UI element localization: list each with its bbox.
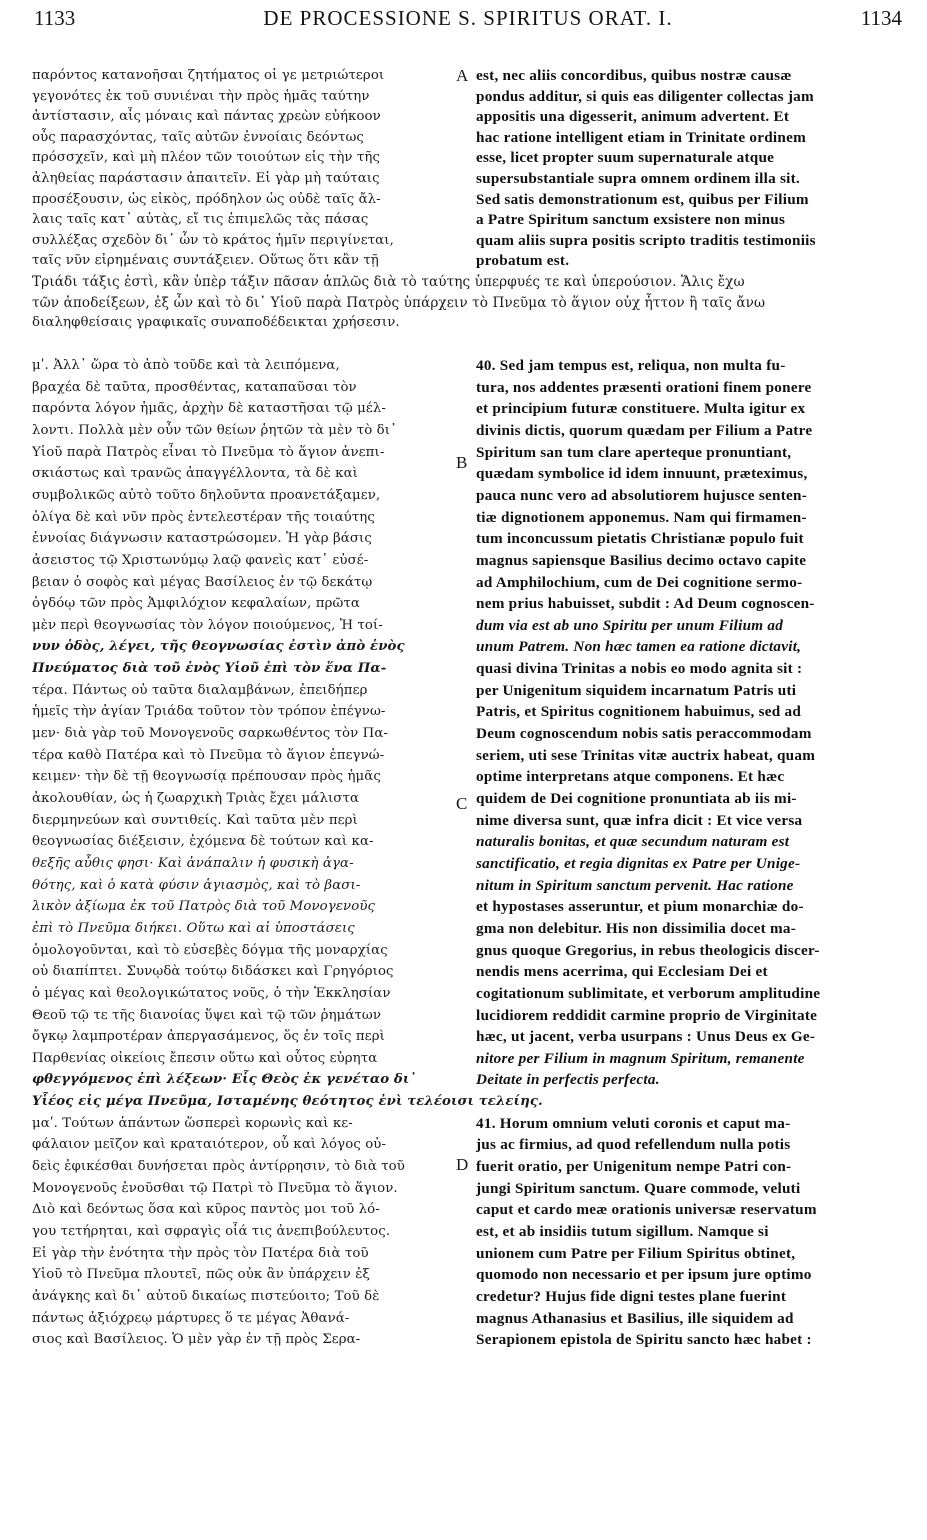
greek-text-line: νυν ὁδὸς, λέγει, τῆς θεογνωσίας ἐστὶν ἀπὸ ἑνὸς [32, 639, 405, 655]
latin-text-line: nem prius habuisset, subdit : Ad Deum cognoscen- [476, 595, 815, 613]
greek-text-line: γεγονότες ἐκ τοῦ συνιέναι τὴν πρὸς ἡμᾶς ταύτην [32, 88, 370, 104]
greek-text-line: λοντι. Πολλὰ μὲν οὖν τῶν θείων ῥητῶν τὰ μὲν τὸ δι᾽ [32, 422, 397, 438]
latin-text-line: Patris, et Spiritus cognitionem habuimus, sed ad [476, 703, 802, 721]
greek-text-line: μʹ. Ἀλλ᾽ ὥρα τὸ ἀπὸ τοῦδε καὶ τὰ λειπόμενα, [32, 358, 340, 373]
greek-text-line: διαληφθείσαις γραφικαῖς συναποδέδεικται χρήσεσιν. [32, 315, 400, 331]
greek-text-line: θεογνωσίας διέξεισιν, ἑχόμενα δὲ τούτων καὶ κα- [32, 834, 374, 850]
latin-text-line: quidem de Dei cognitione pronuntiata ab iis mi- [476, 790, 797, 807]
greek-text-line: Πνεύματος διὰ τοῦ ἑνὸς Υἱοῦ ἐπὶ τὸν ἕνα Πα- [32, 661, 387, 677]
latin-text-line: nitore per Filium in magnum Spiritum, remanente [476, 1049, 805, 1067]
greek-text-line: ἀκολουθίαν, ὡς ἡ ζωαρχικὴ Τριὰς ἔχει μάλιστα [32, 791, 360, 806]
latin-text-line: pondus additur, si quis eas diligenter collectas jam [476, 87, 814, 105]
greek-text-line: διερμηνεύων καὶ συντιθείς. Καὶ ταῦτα μὲν περὶ [32, 812, 358, 828]
greek-text-line: ὀλίγα δὲ καὶ νῦν πρὸς ἐντελεστέραν τῆς τοιαύτης [32, 509, 375, 525]
greek-text-line: λικὸν ἀξίωμα ἐκ τοῦ Πατρὸς διὰ τοῦ Μονογενοῦς [32, 899, 376, 915]
greek-text-line: Υἷέος εἰς μέγα Πνεῦμα, Ισταμένης θεότητος ἐνὶ τελέοισι τελείης. [32, 1094, 543, 1110]
latin-text-line: sanctificatio, et regia dignitas ex Patre per Unige- [476, 854, 801, 872]
running-title: DE PROCESSIONE S. SPIRITUS ORAT. I. [263, 6, 673, 30]
greek-text-line: ἀληθείας παράστασιν ἀπαιτεῖν. Εἰ γὰρ μὴ ταύταις [32, 171, 380, 186]
running-header [34, 6, 902, 36]
greek-text-line: ὁ μέγας καὶ θεολογικώτατος νοῦς, ὁ τὴν Ἐκκλησίαν [32, 985, 391, 1001]
latin-text-line: divinis dictis, quorum quædam per Filium a Patre [476, 421, 813, 439]
greek-text-line: συλλέξας σχεδὸν δι᾽ ὧν τὸ κράτος ἡμῖν περιγίνεται, [32, 232, 394, 248]
margin-marker-a: A [456, 66, 469, 85]
greek-text-line: παρόντα λόγον ἡμᾶς, ἀρχὴν δὲ καταστῆσαι τῷ μέλ- [32, 401, 386, 417]
latin-text-line: Deitate in perfectis perfecta. [476, 1071, 660, 1089]
latin-text-line: per Unigenitum siquidem incarnatum Patris uti [476, 681, 797, 699]
latin-text-line: ad Amphilochium, cum de Dei cognitione sermo- [476, 573, 803, 591]
greek-text-line: ἐννοίας διάγνωσιν καταστρώσομεν. Ἡ γὰρ βάσις [32, 531, 372, 547]
greek-text-line: ὁμολογοῦνται, καὶ τὸ εὐσεβὲς δόγμα τῆς μοναρχίας [32, 942, 388, 958]
latin-text-line: nitum in Spiritum sanctum pervenit. Hac ratione [476, 876, 794, 894]
greek-text-line: οὐ διαπίπτει. Συνῳδὰ τούτῳ διδάσκει καὶ Γρηγόριος [32, 964, 394, 980]
latin-text-line: hæc, ut jacent, verba usurpans : Unus Deus ex Ge- [476, 1028, 816, 1046]
greek-text-line: φθεγγόμενος ἐπὶ λέξεων· Εἷς Θεὸς ἐκ γενέταο δι᾽ [32, 1072, 417, 1088]
latin-text-line: quædam symbolice id idem innuunt, præteximus, [476, 465, 808, 483]
page-number-right: 1134 [860, 6, 902, 30]
greek-text-line: συμβολικῶς αὐτὸ τοῦτο δηλοῦντα προανετάξαμεν, [32, 487, 381, 503]
latin-text-line: jungi Spiritum sanctum. Quare commode, veluti [476, 1179, 801, 1197]
latin-text-line: Spiritum san tum clare aperteque pronuntiant, [476, 443, 792, 461]
margin-marker-d: D [456, 1155, 469, 1174]
latin-text-line: seriem, uti sese Trinitas vitæ auctrix habeat, quam [476, 746, 816, 764]
latin-text-line: dum via est ab uno Spiritu per unum Filium ad [476, 616, 784, 634]
greek-text-line: Μονογενοῦς ἑνοῦσθαι τῷ Πατρὶ τὸ Πνεῦμα τὸ ἅγιον. [32, 1180, 398, 1196]
latin-text-line: unionem cum Patre per Filium Spiritus obtinet, [476, 1244, 796, 1262]
latin-text-line: probatum est. [476, 252, 570, 270]
latin-text-line: cogitationum sublimitate, et verborum amplitudine [476, 984, 821, 1002]
greek-text-line: ταῖς νῦν εἰρημέναις συντάξειεν. Οὕτως ὅτι κἂν τῇ [32, 253, 379, 269]
latin-text-line: optime interpretans atque componens. Et hæc [476, 768, 785, 786]
latin-text-line: quomodo non necessario et per ipsum jure optimo [476, 1266, 812, 1284]
latin-text-line: esse, licet propter suum supernaturale atque [476, 149, 775, 167]
greek-full-line: τῶν ἀποδείξεων, ἐξ ὧν καὶ τὸ δι᾽ Υἱοῦ παρὰ Πατρὸς ὑπάρχειν τὸ Πνεῦμα τὸ ἅγιον οὐχ ἧττον ἢ ταῖς ἄνω [32, 294, 766, 311]
greek-text-line: Υἱοῦ παρὰ Πατρὸς εἶναι τὸ Πνεῦμα τὸ ἅγιον ἀνεπι- [32, 444, 385, 460]
page-number-left: 1133 [34, 6, 76, 30]
latin-text-line: Deum cognoscendum nobis satis peraccommodam [476, 725, 812, 743]
latin-text-line: 40. Sed jam tempus est, reliqua, non multa fu- [476, 357, 786, 374]
latin-text-line: tum inconcussum pietatis Christianæ populo fuit [476, 530, 804, 548]
latin-text-line: 41. Horum omnium veluti coronis et caput ma- [476, 1114, 791, 1132]
latin-text-line: Sed satis demonstrationum est, quibus per Filium [476, 190, 809, 208]
greek-text-line: ἀσειστος τῷ Χριστωνύμῳ λαῷ φανεὶς κατ᾽ εὐσέ- [32, 552, 369, 568]
greek-text-line: τέρα καθὸ Πατέρα καὶ τὸ Πνεῦμα τὸ ἅγιον ἐπεγνώ- [32, 747, 385, 763]
latin-text-line: supersubstantiale supra omnem ordinem illa sit. [476, 170, 800, 187]
latin-text-line: gma non delebitur. His non dissimilia docet ma- [476, 919, 797, 937]
greek-text-line: μαʹ. Τούτων ἁπάντων ὥσπερεὶ κορωνὶς καὶ κε- [32, 1115, 353, 1131]
latin-text-line: quasi divina Trinitas a nobis eo modo agnita sit : [476, 660, 803, 678]
latin-text-line: fuerit oratio, per Unigenitum nempe Patri con- [476, 1158, 792, 1176]
latin-text-line: naturalis bonitas, et quæ secundum naturam est [476, 833, 790, 851]
latin-text-line: lucidiorem reddidit carmine proprio de Virginitate [476, 1006, 818, 1024]
margin-marker-c: C [456, 794, 468, 813]
latin-text-line: et hypostases asseruntur, et pium monarchiæ do- [476, 898, 804, 916]
latin-text-line: tiæ dignotionem apponemus. Nam qui firmamen- [476, 508, 807, 526]
latin-text-line: magnus sapiensque Basilius decimo octavo capite [476, 551, 807, 569]
latin-text-line: nendis mens acerrima, qui Ecclesiam Dei et [476, 963, 768, 981]
margin-marker-b: B [456, 453, 468, 472]
greek-text-line: θότης, καὶ ὁ κατὰ φύσιν ἁγιασμὸς, καὶ τὸ βασι- [32, 877, 361, 893]
greek-text-line: δεὶς ἐφικέσθαι δυνήσεται πρὸς ἀντίρρησιν, τὸ διὰ τοῦ [32, 1159, 405, 1175]
latin-text-line: tura, nos addentes præsenti orationi finem ponere [476, 378, 812, 396]
latin-text-line: unum Patrem. Non hæc tamen ea ratione dictavit, [476, 638, 802, 656]
greek-text-line: οὖς παρασχόντας, ταῖς αὐτῶν ἐννοίαις δεόντως [32, 129, 364, 145]
greek-text-line: προσέξουσιν, ὡς εἰκὸς, πρόδηλον ὡς οὐδὲ ταῖς ἄλ- [32, 191, 381, 207]
greek-text-line: σκιάστως καὶ τρανῶς ἀπαγγέλλοντα, τὰ δὲ καὶ [32, 466, 358, 482]
greek-text-line: λαις ταῖς κατ᾽ αὐτὰς, εἴ τις ἐπιμελῶς τὰς πάσας [32, 212, 369, 228]
greek-text-line: βειαν ὁ σοφὸς καὶ μέγας Βασίλειος ἐν τῷ δεκάτῳ [32, 574, 373, 590]
greek-text-line: μὲν περὶ θεογνωσίας τὸν λόγον ποιούμενος, Ἡ τοί- [32, 617, 383, 633]
greek-text-line: Θεοῦ τῷ τε τῆς διανοίας ὕψει καὶ τῷ τῶν ῥημάτων [32, 1007, 382, 1023]
latin-text-line: quam aliis supra positis scripto traditis testimoniis [476, 231, 816, 249]
greek-text-line: ἀνάγκης καὶ δι᾽ αὐτοῦ δικαίως πιστεύοιτο; Τοῦ δὲ [32, 1288, 380, 1304]
greek-text-line: Υἱοῦ τὸ Πνεῦμα πλουτεῖ, πῶς οὐκ ἂν ὑπάρχειν ἐξ [32, 1267, 370, 1283]
latin-text-line: caput et cardo meæ orationis universæ reservatum [476, 1201, 817, 1219]
latin-text-line: magnus Athanasius et Basilius, ille siquidem ad [476, 1309, 794, 1327]
latin-text-line: credetur? Hujus fide digni testes plane fuerint [476, 1287, 787, 1305]
greek-text-line: Παρθενίας οἰκείοις ἔπεσιν οὕτω καὶ οὗτος εὐρητα [32, 1050, 378, 1066]
greek-text-line: φάλαιον μεῖζον καὶ κραταιότερον, οὗ καὶ λόγος οὐ- [32, 1137, 387, 1153]
latin-text-line: Serapionem epistola de Spiritu sancto hæc habet : [476, 1331, 812, 1349]
latin-text-line: a Patre Spiritum sanctum exsistere non minus [476, 211, 786, 229]
latin-text-line: pauca nunc vero ad absolutiorem hujusce senten- [476, 486, 807, 504]
latin-text-line: jus ac firmius, ad quod refellendum nulla potis [476, 1136, 791, 1154]
greek-text-line: παρόντος κατανοῆσαι ζητήματος οἱ γε μετριώτεροι [32, 68, 385, 83]
greek-text-line: ἡμεῖς τὴν ἁγίαν Τριάδα τοῦτον τὸν τρόπον ἐπέγνω- [32, 704, 386, 720]
greek-text-line: ὀγδόῳ τῶν πρὸς Ἀμφιλόχιον κεφαλαίων, πρῶτα [32, 596, 360, 612]
greek-text-line: τέρα. Πάντως οὐ ταῦτα διαλαμβάνων, ἐπειδήπερ [32, 682, 368, 698]
greek-text-line: πάντως ἀξιόχρεῳ μάρτυρες ὅ τε μέγας Ἀθανά- [32, 1310, 350, 1326]
latin-text-line: et principium futuræ constituere. Multa igitur ex [476, 400, 806, 418]
greek-text-line: γου τετήρηται, καὶ σφραγὶς οἷά τις ἀνεπιβούλευτος. [32, 1224, 391, 1239]
latin-text-line: hac ratione intelligent etiam in Trinitate ordinem [476, 128, 806, 146]
latin-text-line: est, et ab insidiis tutum sigillum. Namque si [476, 1223, 769, 1240]
latin-text-line: gnus quoque Gregorius, in rebus theologicis discer- [476, 941, 820, 959]
greek-text-line: βραχέα δὲ ταῦτα, προσθέντας, καταπαῦσαι τὸν [32, 379, 357, 395]
greek-text-line: σιος καὶ Βασίλειος. Ὁ μὲν γὰρ ἐν τῇ πρὸς Σερα- [32, 1332, 361, 1348]
latin-text-line: appositis una digesserit, animum advertent. Et [476, 108, 790, 126]
greek-text-line: Εἰ γὰρ τὴν ἑνότητα τὴν πρὸς τὸν Πατέρα διὰ τοῦ [32, 1245, 369, 1261]
greek-full-line: Τριάδι τάξις ἐστὶ, κἂν ὑπὲρ τάξιν πᾶσαν ἁπλῶς διὰ τὸ ταύτης ὑπερφυές τε καὶ ὑπερούσιον. Ἅλις ἔχω [32, 274, 745, 290]
greek-text-line: ὄγκῳ λαμπροτέραν ἀπεργασάμενος, ὅς ἐν τοῖς περὶ [32, 1029, 385, 1045]
greek-text-line: Διὸ καὶ δεόντως ὅσα καὶ κῦρος παντὸς μοι τοῦ λό- [32, 1202, 380, 1218]
latin-text-line: est, nec aliis concordibus, quibus nostræ causæ [476, 67, 792, 84]
greek-text-line: μεν· διὰ γὰρ τοῦ Μονογενοῦς σαρκωθέντος τὸν Πα- [32, 726, 389, 742]
greek-text-line: κειμεν· τὴν δὲ τῇ θεογνωσίᾳ πρέπουσαν πρὸς ἡμᾶς [32, 769, 381, 785]
latin-text-line: nime diversa sunt, quæ infra dicit : Et vice versa [476, 811, 803, 829]
greek-text-line: ἀντίστασιν, αἷς μόναις καὶ πάντας χρεὼν εὐήκοον [32, 109, 381, 125]
greek-text-line: πρόσσχεῖν, καὶ μὴ πλέον τῶν τοιούτων εἰς τὴν τῆς [32, 150, 381, 166]
greek-text-line: ἐπὶ τὸ Πνεῦμα διήκει. Οὕτω καὶ αἱ ὑποστάσεις [32, 920, 355, 936]
greek-text-line: θεξῆς αὖθις φησι· Καὶ ἀνάπαλιν ἡ φυσικὴ ἀγα- [32, 855, 354, 871]
